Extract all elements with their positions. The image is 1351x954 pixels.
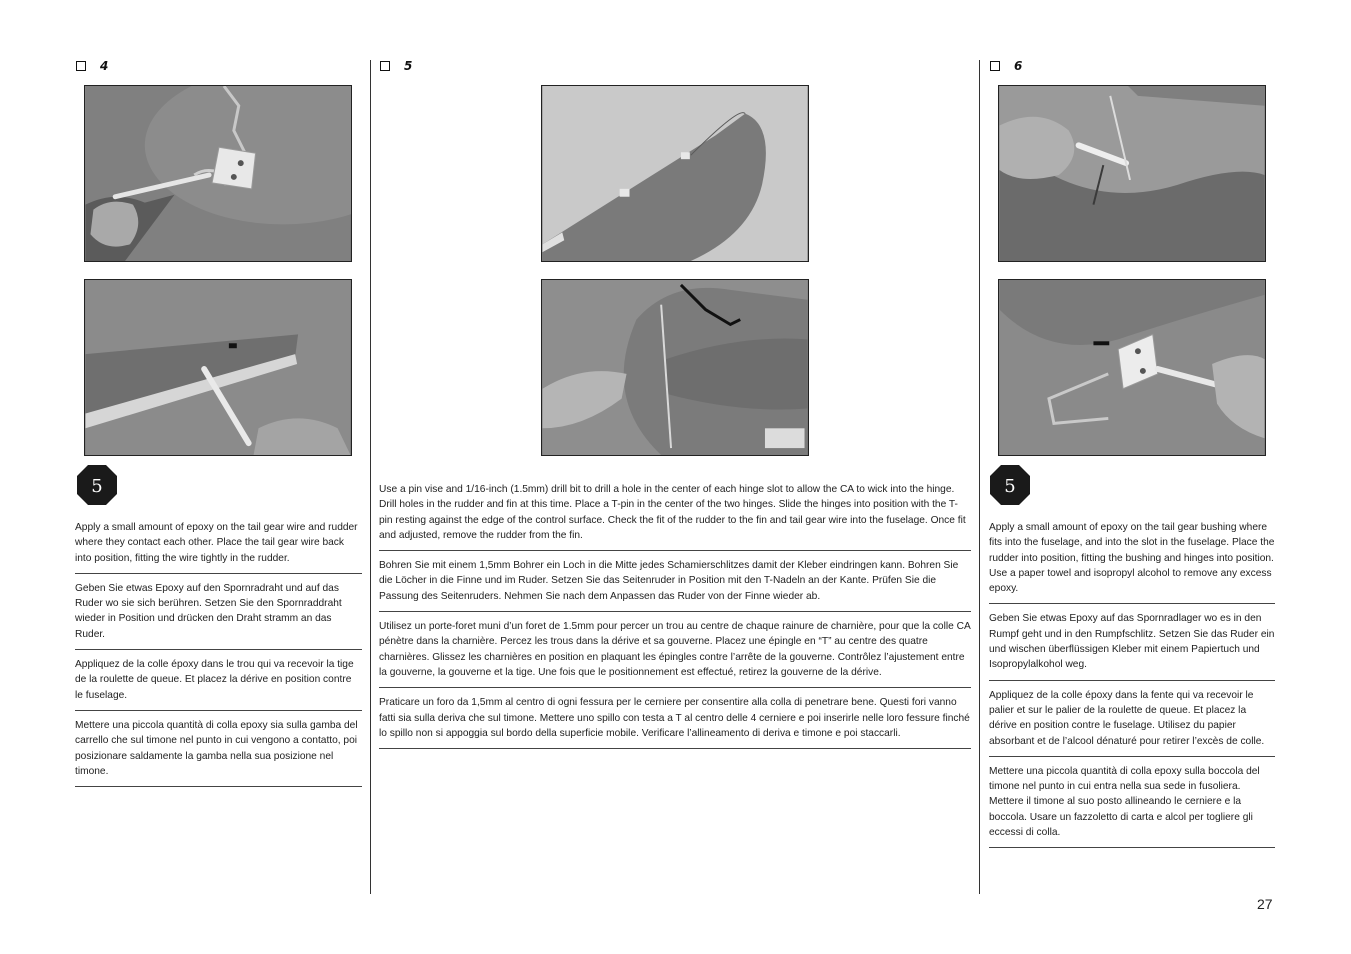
badge-number: 5 (1004, 476, 1016, 497)
instruction-it (379, 694, 971, 749)
paragraph-text: Bohren Sie mit einem 1,5mm Bohrer ein Loch in die Mitte jedes Schamierschlitzes damit der Kleber eindringen kann. Bohren Sie die Löcher in die Finne und im Ruder. Setzen Sie das Seitenruder in Position mit den T-Nadeln an der Kante. Prüfen Sie die Passung des Seitenruders. Nehmen Sie nach dem Anpassen das Ruder von der Finne wieder ab. (379, 560, 959, 602)
step-checkbox-icon[interactable] (380, 61, 390, 71)
paragraph-text: Use a pin vise and 1/16-inch (1.5mm) drill bit to drill a hole in the center of each hinge slot to allow the CA to wick into the hinge. Drill holes in the rudder and fin at this time. Place a T-pin in the center of the two hinges. Slide the hinges into position with the T-pin resting against the edge of the control surface. Check the fit of the rudder to the fin and tail gear wire into the fuselage. Once fit and adjusted, remove the rudder from the fin. (379, 484, 966, 541)
step-checkbox-icon[interactable] (76, 61, 86, 71)
step-4-photo-bottom (84, 279, 352, 456)
paragraph-text: Praticare un foro da 1,5mm al centro di ogni fessura per le cerniere per consentire alla colla di penetrare bene. Questi fori vanno fatti sia sulla deriva che sul timone. Mettere uno spillo con testa a T al centro delle 4 cerniere e poi inserirle nelle loro fessure finché lo spillo non si appoggia sul bordo della superficie mobile. Verificare l’allineamento di deriva e timone e poi staccarli. (379, 697, 970, 739)
step-5-photo-bottom (541, 279, 809, 456)
instruction-de (75, 580, 362, 650)
tail-gear-bushing-photo (999, 280, 1265, 455)
paragraph-text: Appliquez de la colle époxy dans le trou qui va recevoir la tige de la roulette de queue. Et placez la dérive en position contre le fuselage. (75, 659, 354, 701)
rudder-hinge-slots-photo (542, 86, 808, 261)
step-4-column (75, 56, 362, 74)
paragraph-text: Mettere una piccola quantità di colla epoxy sia sulla gamba del carrello che sul timone nel punto in cui vengono a contatto, poi posizionare saldamente la gamba nella sua posizione nel timone. (75, 719, 358, 777)
page-number: 27 (1257, 896, 1273, 912)
step-6-photo-top (998, 85, 1266, 262)
step-5-photo-top (541, 85, 809, 262)
step-badge (76, 464, 118, 506)
octagon-badge-icon (989, 464, 1031, 506)
step-number: 6 (1014, 59, 1023, 73)
column-divider (370, 60, 371, 894)
paragraph-text: Appliquez de la colle époxy dans la fente qui va recevoir le palier et sur le palier de la roulette de queue. Et placez la dérive en position contre le fuselage. Utilisez du papier absorbant et de l’alcool dénaturé pour retirer l’excès de colle. (989, 689, 1265, 747)
step-6-photo-bottom (998, 279, 1266, 456)
step-5-column (379, 56, 971, 74)
column-divider (979, 60, 980, 894)
tail-gear-wire-photo (85, 86, 351, 261)
step-4-photo-top (84, 85, 352, 262)
paragraph-text: Apply a small amount of epoxy on the tail gear wire and rudder where they contact each other. Place the tail gear wire back into position, fitting the wire tightly in the rudder. (75, 522, 358, 564)
step-number: 5 (404, 59, 413, 73)
paragraph-text: Apply a small amount of epoxy on the tail gear bushing where fits into the fuselage, and into the slot in the fuselage. Place the rudder into position, fitting the bushing and hinges into position. Use a paper towel and isopropyl alcohol to remove any excess epoxy. (989, 522, 1275, 595)
paragraph-text: Geben Sie etwas Epoxy auf das Spornradlager wo es in den Rumpf geht und in den Rumpfschlitz. Setzen Sie das Ruder ein und wischen überflüssigen Kleber mit einem Papiertuch und Isopropylalkohol weg. (989, 613, 1275, 671)
paragraph-text: Mettere una piccola quantità di colla epoxy sulla boccola del timone nel punto in cui entra nella sua sede in fusoliera. Mettere il timone al suo posto allineando le cerniere e la boccola. Usare un fazzoletto di carta e alcol per togliere gli eccessi di colla. (989, 765, 1260, 839)
rudder-fin-fit-photo (542, 280, 808, 455)
instruction-de (989, 610, 1275, 680)
step-number: 4 (100, 59, 109, 73)
instruction-en (75, 519, 362, 574)
paragraph-text: Utilisez un porte-foret muni d’un foret de 1.5mm pour percer un trou au centre de chaque rainure de charnière, pour que la colle CA pénètre dans la charnière. Percez les trous dans la dérive et sa gouverne. Placez une épingle en “T” au centre des quatre charnières. Glissez les charnières en position en plaquant les épingles contre l’arrête de la gouverne. Contrôlez l’ajustement entre la gouverne, la gouverne et la tige. Une fois que le positionnement est effectué, retirez la gouverne de la dérive. (379, 621, 971, 678)
step-4-header (75, 58, 362, 74)
instruction-fr (75, 656, 362, 711)
step-badge (989, 464, 1031, 506)
badge-number: 5 (91, 476, 103, 497)
step-6-column (989, 56, 1275, 74)
step-6-header (989, 58, 1275, 74)
instruction-it (989, 763, 1275, 848)
step-5-text (379, 481, 971, 755)
instruction-en (379, 481, 971, 551)
octagon-badge-icon (76, 464, 118, 506)
step-6-text (989, 519, 1275, 854)
instruction-fr (379, 618, 971, 688)
instruction-it (75, 717, 362, 787)
rudder-edge-photo (85, 280, 351, 455)
instruction-fr (989, 687, 1275, 757)
step-checkbox-icon[interactable] (990, 61, 1000, 71)
paragraph-text: Geben Sie etwas Epoxy auf den Spornradraht und auf das Ruder wo sie sich berühren. Setzen Sie den Spornraddraht wieder in Position und drücken den Draht stramm an das Ruder. (75, 582, 342, 640)
instruction-de (379, 557, 971, 612)
step-4-text (75, 519, 362, 793)
step-5-header (379, 58, 971, 74)
fuselage-slot-photo (999, 86, 1265, 261)
instruction-en (989, 519, 1275, 604)
